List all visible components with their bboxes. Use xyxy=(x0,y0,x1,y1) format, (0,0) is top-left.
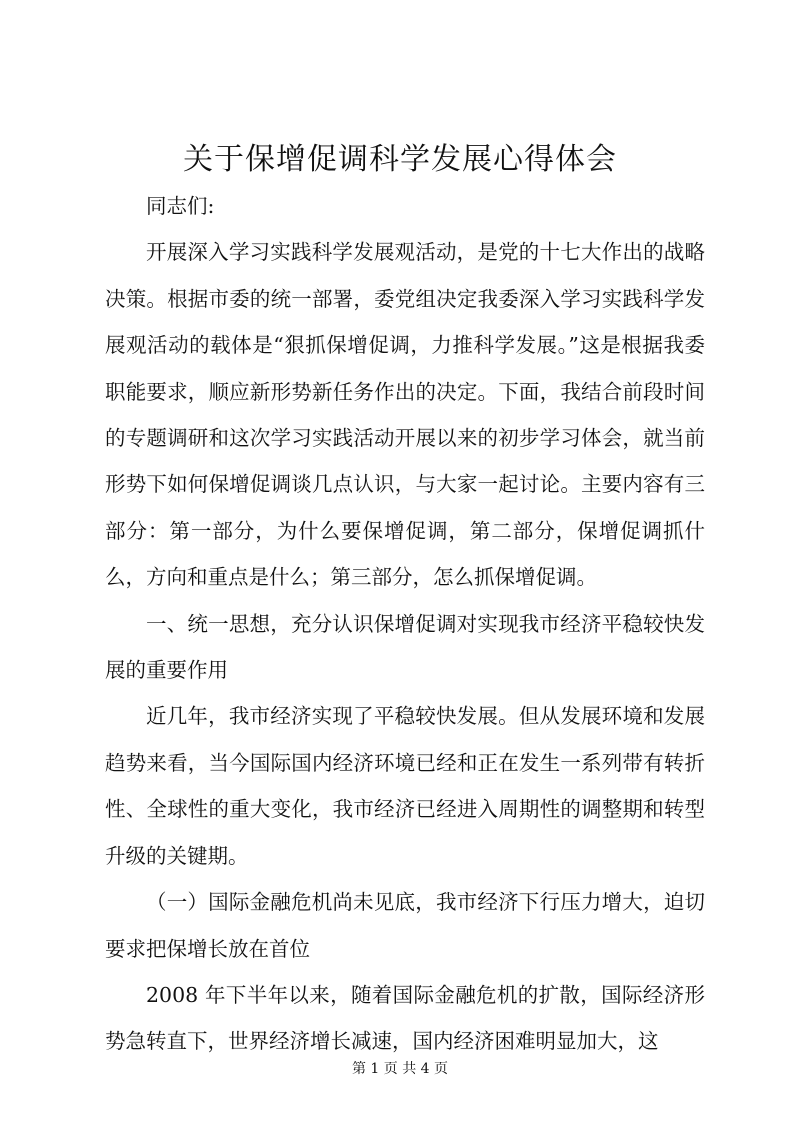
document-title: 关于保增促调科学发展心得体会 xyxy=(183,142,617,177)
body-paragraph: 近几年，我市经济实现了平稳较快发展。但从发展环境和发展趋势来看，当今国际国内经济环境已经和正在发生一系列带有转折性、全球性的重大变化，我市经济已经进入周期性的调整期和转型升级的关键期。 xyxy=(105,704,705,868)
subsection-heading-1: （一）国际金融危机尚未见底，我市经济下行压力增大，迫切要求把保增长放在首位 xyxy=(105,890,705,961)
document-body xyxy=(105,183,705,1065)
intro-paragraph: 开展深入学习实践科学发展观活动，是党的十七大作出的战略决策。根据市委的统一部署，委党组决定我委深入学习实践科学发展观活动的载体是“狠抓保增促调，力推科学发展。”这是根据我委职能要求，顺应新形势新任务作出的决定。下面，我结合前段时间的专题调研和这次学习实践活动开展以来的初步学习体会，就当前形势下如何保增促调谈几点认识，与大家一起讨论。主要内容有三部分：第一部分，为什么要保增促调，第二部分，保增促调抓什么，方向和重点是什么；第三部分，怎么抓保增促调。 xyxy=(105,240,705,590)
page-footer: 第 1 页 共 4 页 xyxy=(351,1061,449,1077)
section-heading-1: 一、统一思想，充分认识保增促调对实现我市经济平稳较快发展的重要作用 xyxy=(105,611,705,683)
salutation-paragraph: 同志们: xyxy=(146,194,215,218)
body-paragraph: 2008 年下半年以来，随着国际金融危机的扩散，国际经济形势急转直下，世界经济增长减速，国内经济困难明显加大，这 xyxy=(105,982,705,1054)
